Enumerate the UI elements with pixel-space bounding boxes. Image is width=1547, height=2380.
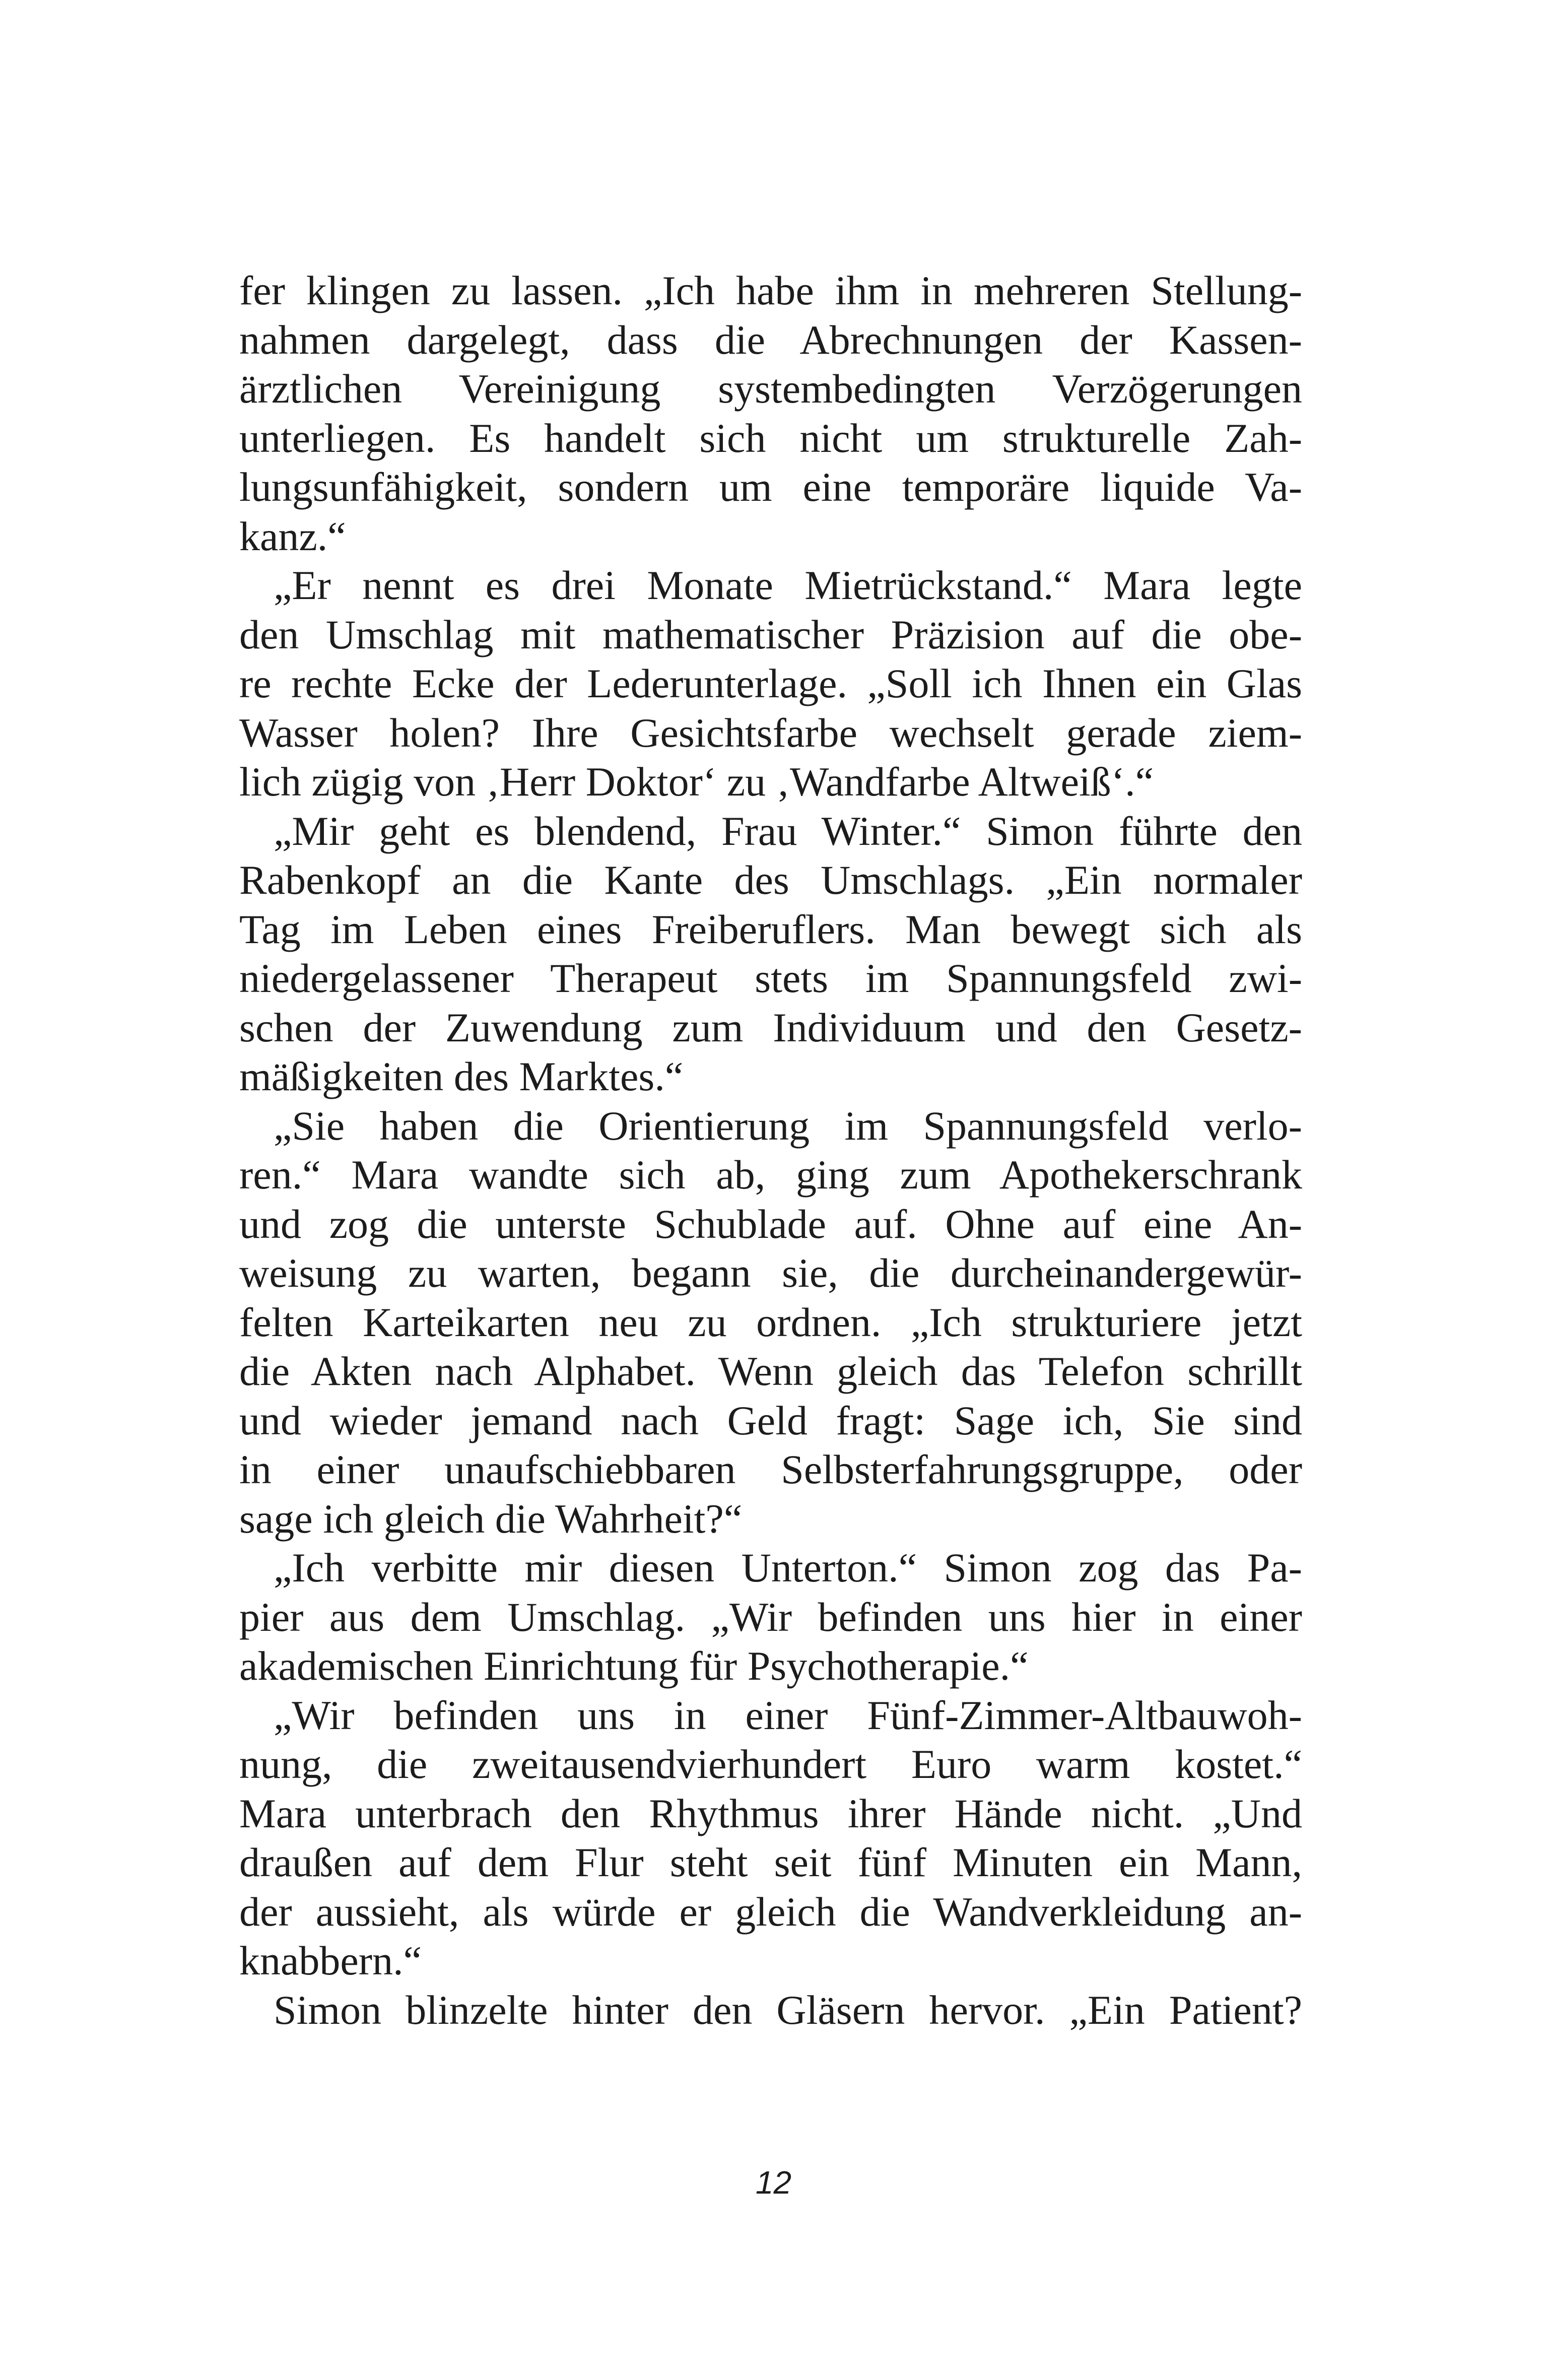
text-line: kanz.“	[239, 513, 346, 559]
text-line: die Akten nach Alphabet. Wenn gleich das Telefon schrillt	[239, 1348, 1302, 1394]
text-line: knabbern.“	[239, 1938, 422, 1984]
text-line: „Mir geht es blendend, Frau Winter.“ Simon führte den	[274, 808, 1302, 854]
text-line: in einer unaufschiebbaren Selbsterfahrungsgruppe, oder	[239, 1446, 1302, 1492]
text-line: Simon blinzelte hinter den Gläsern hervor. „Ein Patient?	[274, 1987, 1302, 2033]
text-line: „Wir befinden uns in einer Fünf-Zimmer-Altbauwoh-	[274, 1692, 1302, 1738]
body-text	[239, 266, 1302, 2034]
text-line: „Ich verbitte mir diesen Unterton.“ Simon zog das Pa-	[274, 1545, 1302, 1591]
text-line: lungsunfähigkeit, sondern um eine temporäre liquide Va-	[239, 464, 1302, 510]
text-line: den Umschlag mit mathematischer Präzision auf die obe-	[239, 611, 1302, 657]
text-line: nahmen dargelegt, dass die Abrechnungen der Kassen-	[239, 316, 1302, 363]
text-line: unterliegen. Es handelt sich nicht um strukturelle Zah-	[239, 415, 1302, 461]
text-line: schen der Zuwendung zum Individuum und den Gesetz-	[239, 1004, 1302, 1050]
text-line: Rabenkopf an die Kante des Umschlags. „Ein normaler	[239, 857, 1302, 903]
text-line: mäßigkeiten des Marktes.“	[239, 1053, 684, 1099]
text-line: pier aus dem Umschlag. „Wir befinden uns hier in einer	[239, 1594, 1302, 1640]
text-line: ren.“ Mara wandte sich ab, ging zum Apothekerschrank	[239, 1152, 1302, 1198]
text-line: sage ich gleich die Wahrheit?“	[239, 1495, 743, 1542]
text-line: re rechte Ecke der Lederunterlage. „Soll ich Ihnen ein Glas	[239, 660, 1302, 706]
text-line: Tag im Leben eines Freiberuflers. Man bewegt sich als	[239, 906, 1302, 952]
text-line: „Sie haben die Orientierung im Spannungsfeld verlo-	[274, 1102, 1302, 1149]
text-line: Mara unterbrach den Rhythmus ihrer Hände nicht. „Und	[239, 1790, 1302, 1836]
text-line: nung, die zweitausendvierhundert Euro warm kostet.“	[239, 1741, 1302, 1787]
text-line: lich zügig von ‚Herr Doktor‘ zu ‚Wandfarbe Altweiß‘.“	[239, 759, 1154, 805]
text-line: „Er nennt es drei Monate Mietrückstand.“ Mara legte	[274, 562, 1302, 608]
text-line: weisung zu warten, begann sie, die durcheinandergewür-	[239, 1250, 1302, 1296]
text-line: fer klingen zu lassen. „Ich habe ihm in mehreren Stellung-	[239, 268, 1302, 313]
text-line: ärztlichen Vereinigung systembedingten Verzögerungen	[239, 366, 1302, 412]
text-line: akademischen Einrichtung für Psychotherapie.“	[239, 1643, 1029, 1689]
page-number: 12	[755, 2164, 792, 2201]
text-line: Wasser holen? Ihre Gesichtsfarbe wechselt gerade ziem-	[239, 709, 1302, 756]
text-line: und zog die unterste Schublade auf. Ohne auf eine An-	[239, 1201, 1302, 1247]
text-line: der aussieht, als würde er gleich die Wandverkleidung an-	[239, 1888, 1302, 1935]
text-line: draußen auf dem Flur steht seit fünf Minuten ein Mann,	[239, 1839, 1302, 1885]
text-line: niedergelassener Therapeut stets im Spannungsfeld zwi-	[239, 955, 1302, 1001]
text-line: felten Karteikarten neu zu ordnen. „Ich strukturiere jetzt	[239, 1299, 1302, 1345]
text-line: und wieder jemand nach Geld fragt: Sage ich, Sie sind	[239, 1397, 1302, 1443]
